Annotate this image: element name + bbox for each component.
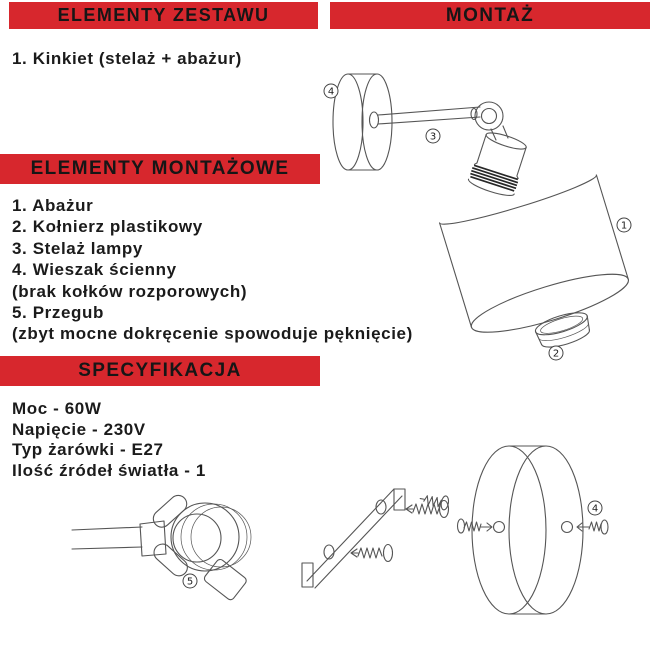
spec-napiecie: Napięcie - 230V <box>12 419 146 439</box>
svg-text:4: 4 <box>591 503 599 515</box>
part-label-wall-mount-bottom <box>588 501 602 515</box>
screw-icon <box>351 545 393 562</box>
part-label-wall-mount <box>324 84 338 98</box>
wall-lamp-assembly-drawing <box>324 74 641 369</box>
mounting-item-przegub: 5. Przegub <box>12 302 104 322</box>
joint-closeup-drawing <box>72 492 251 601</box>
arm-drawing <box>378 107 480 124</box>
bracket-drawing <box>302 489 449 588</box>
screw-icon <box>458 519 493 533</box>
part-label-joint <box>183 574 197 588</box>
collar-drawing <box>533 308 593 352</box>
mounting-note-kolki: (brak kołków rozporowych) <box>12 281 248 301</box>
svg-text:5: 5 <box>186 576 194 588</box>
svg-text:2: 2 <box>552 348 560 360</box>
part-label-collar <box>549 346 563 360</box>
spec-moc: Moc - 60W <box>12 399 102 418</box>
section-header-montaz-label: MONTAŻ <box>445 4 535 26</box>
spec-zarowka: Typ żarówki - E27 <box>12 440 164 460</box>
svg-text:1: 1 <box>620 220 628 232</box>
section-header-elementy-montazowe-label: ELEMENTY MONTAŻOWE <box>30 158 290 179</box>
svg-text:3: 3 <box>429 131 437 143</box>
mounting-note-przegub: (zbyt mocne dokręcenie spowoduje pęknięcie) <box>12 324 413 344</box>
section-header-specyfikacja-label: SPECYFIKACJA <box>78 360 242 381</box>
section-header-elementy-zestawu-label: ELEMENTY ZESTAWU <box>57 5 270 25</box>
mount-ring-drawing <box>419 446 608 614</box>
mounting-item-stelaz: 3. Stelaż lampy <box>12 238 143 258</box>
screw-icon <box>577 520 608 534</box>
svg-text:4: 4 <box>327 86 335 98</box>
mounting-item-kolnierz: 2. Kołnierz plastikowy <box>12 217 203 237</box>
part-label-shade <box>617 218 631 232</box>
mounting-item-abazur: 1. Abażur <box>12 196 94 215</box>
lampshade-drawing <box>440 175 642 369</box>
wall-plate-drawing <box>333 74 392 170</box>
socket-drawing <box>467 129 531 199</box>
part-label-arm <box>426 129 440 143</box>
kit-item-1: 1. Kinkiet (stelaż + abażur) <box>12 49 242 68</box>
spec-zrodla: Ilość źródeł światła - 1 <box>12 460 206 480</box>
mounting-item-wieszak: 4. Wieszak ścienny <box>12 260 177 280</box>
